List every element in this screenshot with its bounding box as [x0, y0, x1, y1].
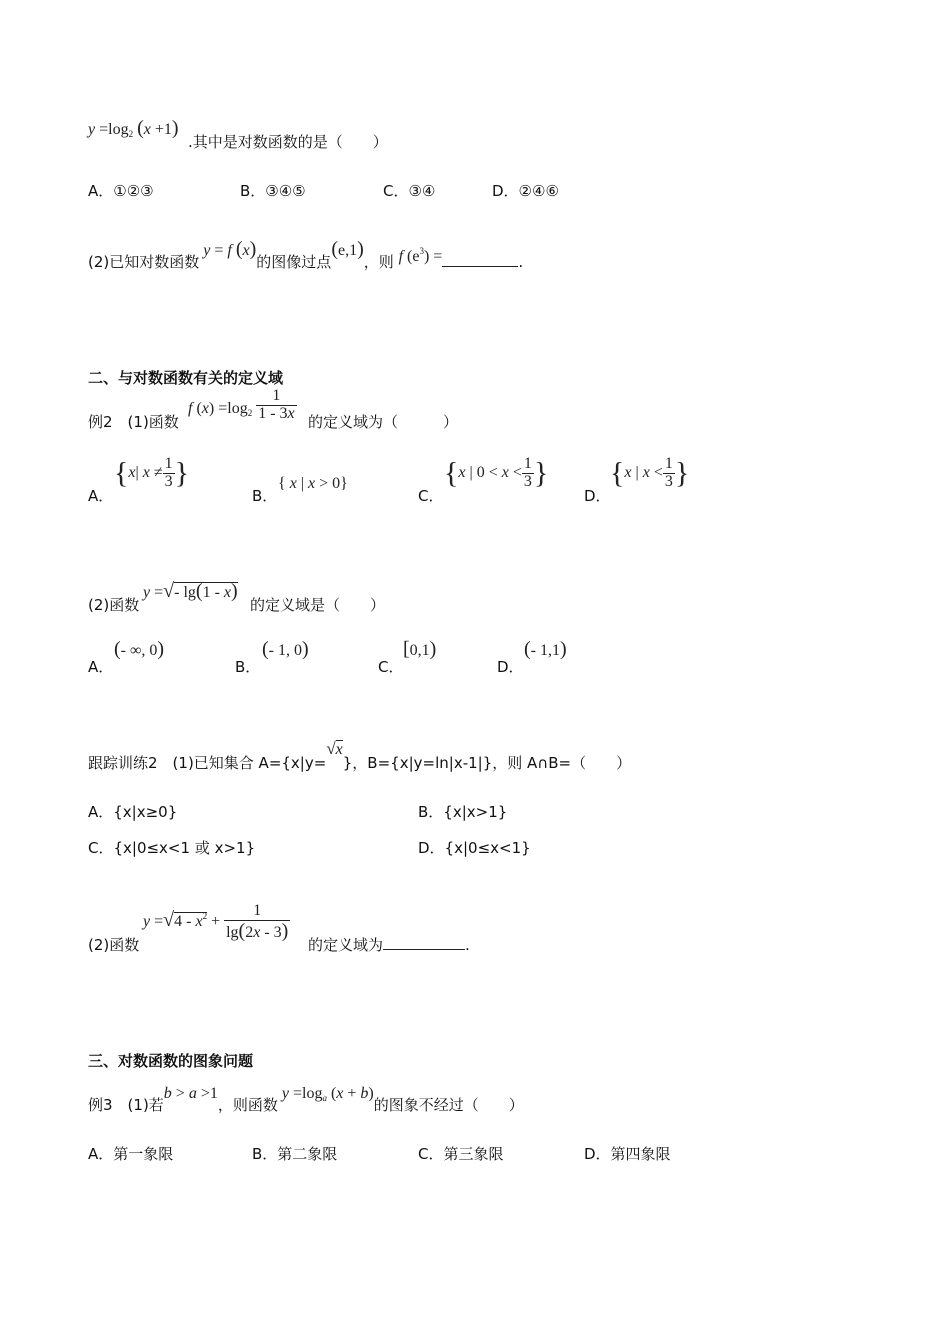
track2-text: 跟踪训练2 (1)已知集合 A={x|y= [88, 754, 327, 772]
ex2-option-d-label: D． [584, 487, 611, 505]
formula-f-log2-frac: f $(x) =\log_2$ $\frac{1}{1 - 3x}$ [188, 387, 295, 422]
track2-part2-prefix: (2)函数 [88, 936, 140, 954]
q1-part2-then: ，则 [363, 253, 394, 271]
q1-part2-end: . [518, 253, 524, 271]
track2-question: 跟踪训练2 (1)已知集合 A={x|y=√x}，B={x|y=ln|x-1|}，则 A∩B=（ ） [88, 739, 632, 772]
section-heading-3: 三、对数函数的图象问题 [88, 1052, 254, 1070]
section-heading-2: 二、与对数函数有关的定义域 [88, 369, 284, 387]
ex3-option-d: D．第四象限 [584, 1145, 671, 1163]
ex2-option-c-label: C． [418, 487, 444, 505]
track2-part2-suffix-text: 的定义域为 [308, 936, 384, 954]
q1-part2-mid: 的图像过点 [256, 253, 332, 271]
ex3-option-c: C．第三象限 [418, 1145, 504, 1163]
option-b: B．③④⑤ [240, 182, 306, 200]
ex2-part2-option-d: (- 1,1) [524, 638, 567, 660]
q1-part2-prefix: (2)已知对数函数 [88, 253, 200, 271]
answer-blank[interactable] [442, 254, 518, 267]
track2-option-b: B．{x|x>1} [418, 803, 508, 821]
ex2-option-b-set: { x | x > 0} [278, 475, 348, 492]
q1-part2: (2)已知对数函数 y = f (x)的图像过点(e,1)，则 f $(e^3)$ = . [88, 238, 524, 271]
track2-option-c: C．{x|0≤x<1 或 x>1} [88, 839, 256, 857]
ex3-option-a: A．第一象限 [88, 1145, 174, 1163]
formula-log2-x-plus-1: $y =\log_2$ (x +1) [88, 117, 179, 139]
track2-option-d: D．{x|0≤x<1} [418, 839, 531, 857]
example3-question: 例3 (1)若b > a >1，则函数 $y =\log_a$ (x + b)的图象不经过（ ） [88, 1085, 524, 1114]
option-a: A．①②③ [88, 182, 154, 200]
track2-answer-blank[interactable] [383, 937, 465, 950]
formula-sqrt-4-x2-plus-frac: $y =√4 - x^2$ + $\frac{1}{\lg(2x - 3)}$ [143, 902, 289, 942]
ex2-option-c-set: {x | 0 < x < $\frac{1}{3}$ } [444, 455, 549, 490]
ex2-option-d-set: {x | x < $\frac{1}{3}$ } [610, 455, 690, 490]
ex2-part2-option-c-label: C． [378, 658, 404, 676]
ex2-part2-option-c: [0,1) [403, 638, 437, 660]
ex2-part2-option-a-label: A． [88, 658, 114, 676]
ex2-part2-suffix: 的定义域是（ ） [250, 596, 386, 614]
example2-label: 例2 (1)函数 [88, 413, 179, 431]
example2-suffix: 的定义域为（ ） [308, 413, 459, 431]
option-c: C．③④ [383, 182, 436, 200]
formula-sqrt-neg-lg: y =√- lg(1 - x) [143, 580, 238, 602]
ex2-option-b-label: B． [252, 487, 278, 505]
ex2-part2-option-a: (- ∞, 0) [114, 638, 165, 660]
ex2-part2-prefix: (2)函数 [88, 596, 140, 614]
track2-option-a: A．{x|x≥0} [88, 803, 178, 821]
example3-suffix: 的图象不经过（ ） [373, 1096, 524, 1114]
track2-part2-suffix [308, 934, 470, 955]
ex2-part2-option-d-label: D． [497, 658, 524, 676]
q1-question-suffix: .其中是对数函数的是（ ） [188, 133, 388, 151]
example3-mid: ，则函数 [217, 1096, 278, 1114]
example3-label: 例3 (1)若 [88, 1096, 164, 1114]
ex3-option-b: B．第二象限 [252, 1145, 338, 1163]
track2-part2-end: . [465, 936, 470, 954]
option-d: D．②④⑥ [492, 182, 559, 200]
ex2-part2-option-b-label: B． [235, 658, 261, 676]
track2-text2: }，B={x|y=ln|x-1|}，则 A∩B=（ ） [342, 754, 632, 772]
ex2-option-a-label: A． [88, 487, 114, 505]
ex2-option-a-set: {x| x ≠ $\frac{1}{3}$ } [114, 455, 190, 490]
ex2-part2-option-b: (- 1, 0) [262, 638, 309, 660]
